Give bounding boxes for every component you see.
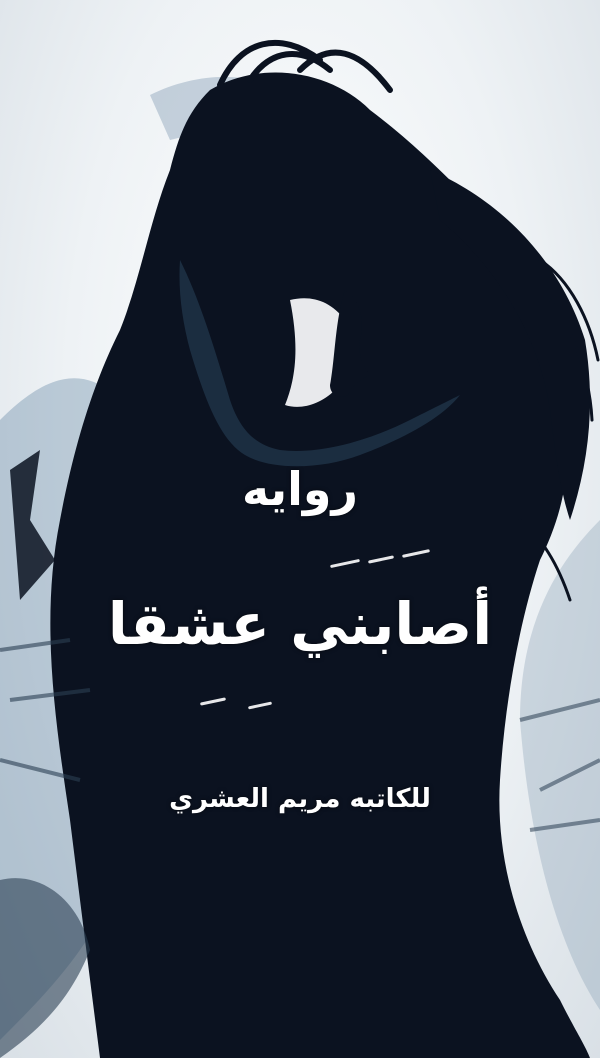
cover-kicker: روايه: [241, 462, 358, 516]
cover-title: أصابني عشقا: [107, 590, 493, 658]
cover-author: للكاتبه مريم العشري: [169, 784, 431, 814]
silhouette-body: [50, 73, 590, 1058]
